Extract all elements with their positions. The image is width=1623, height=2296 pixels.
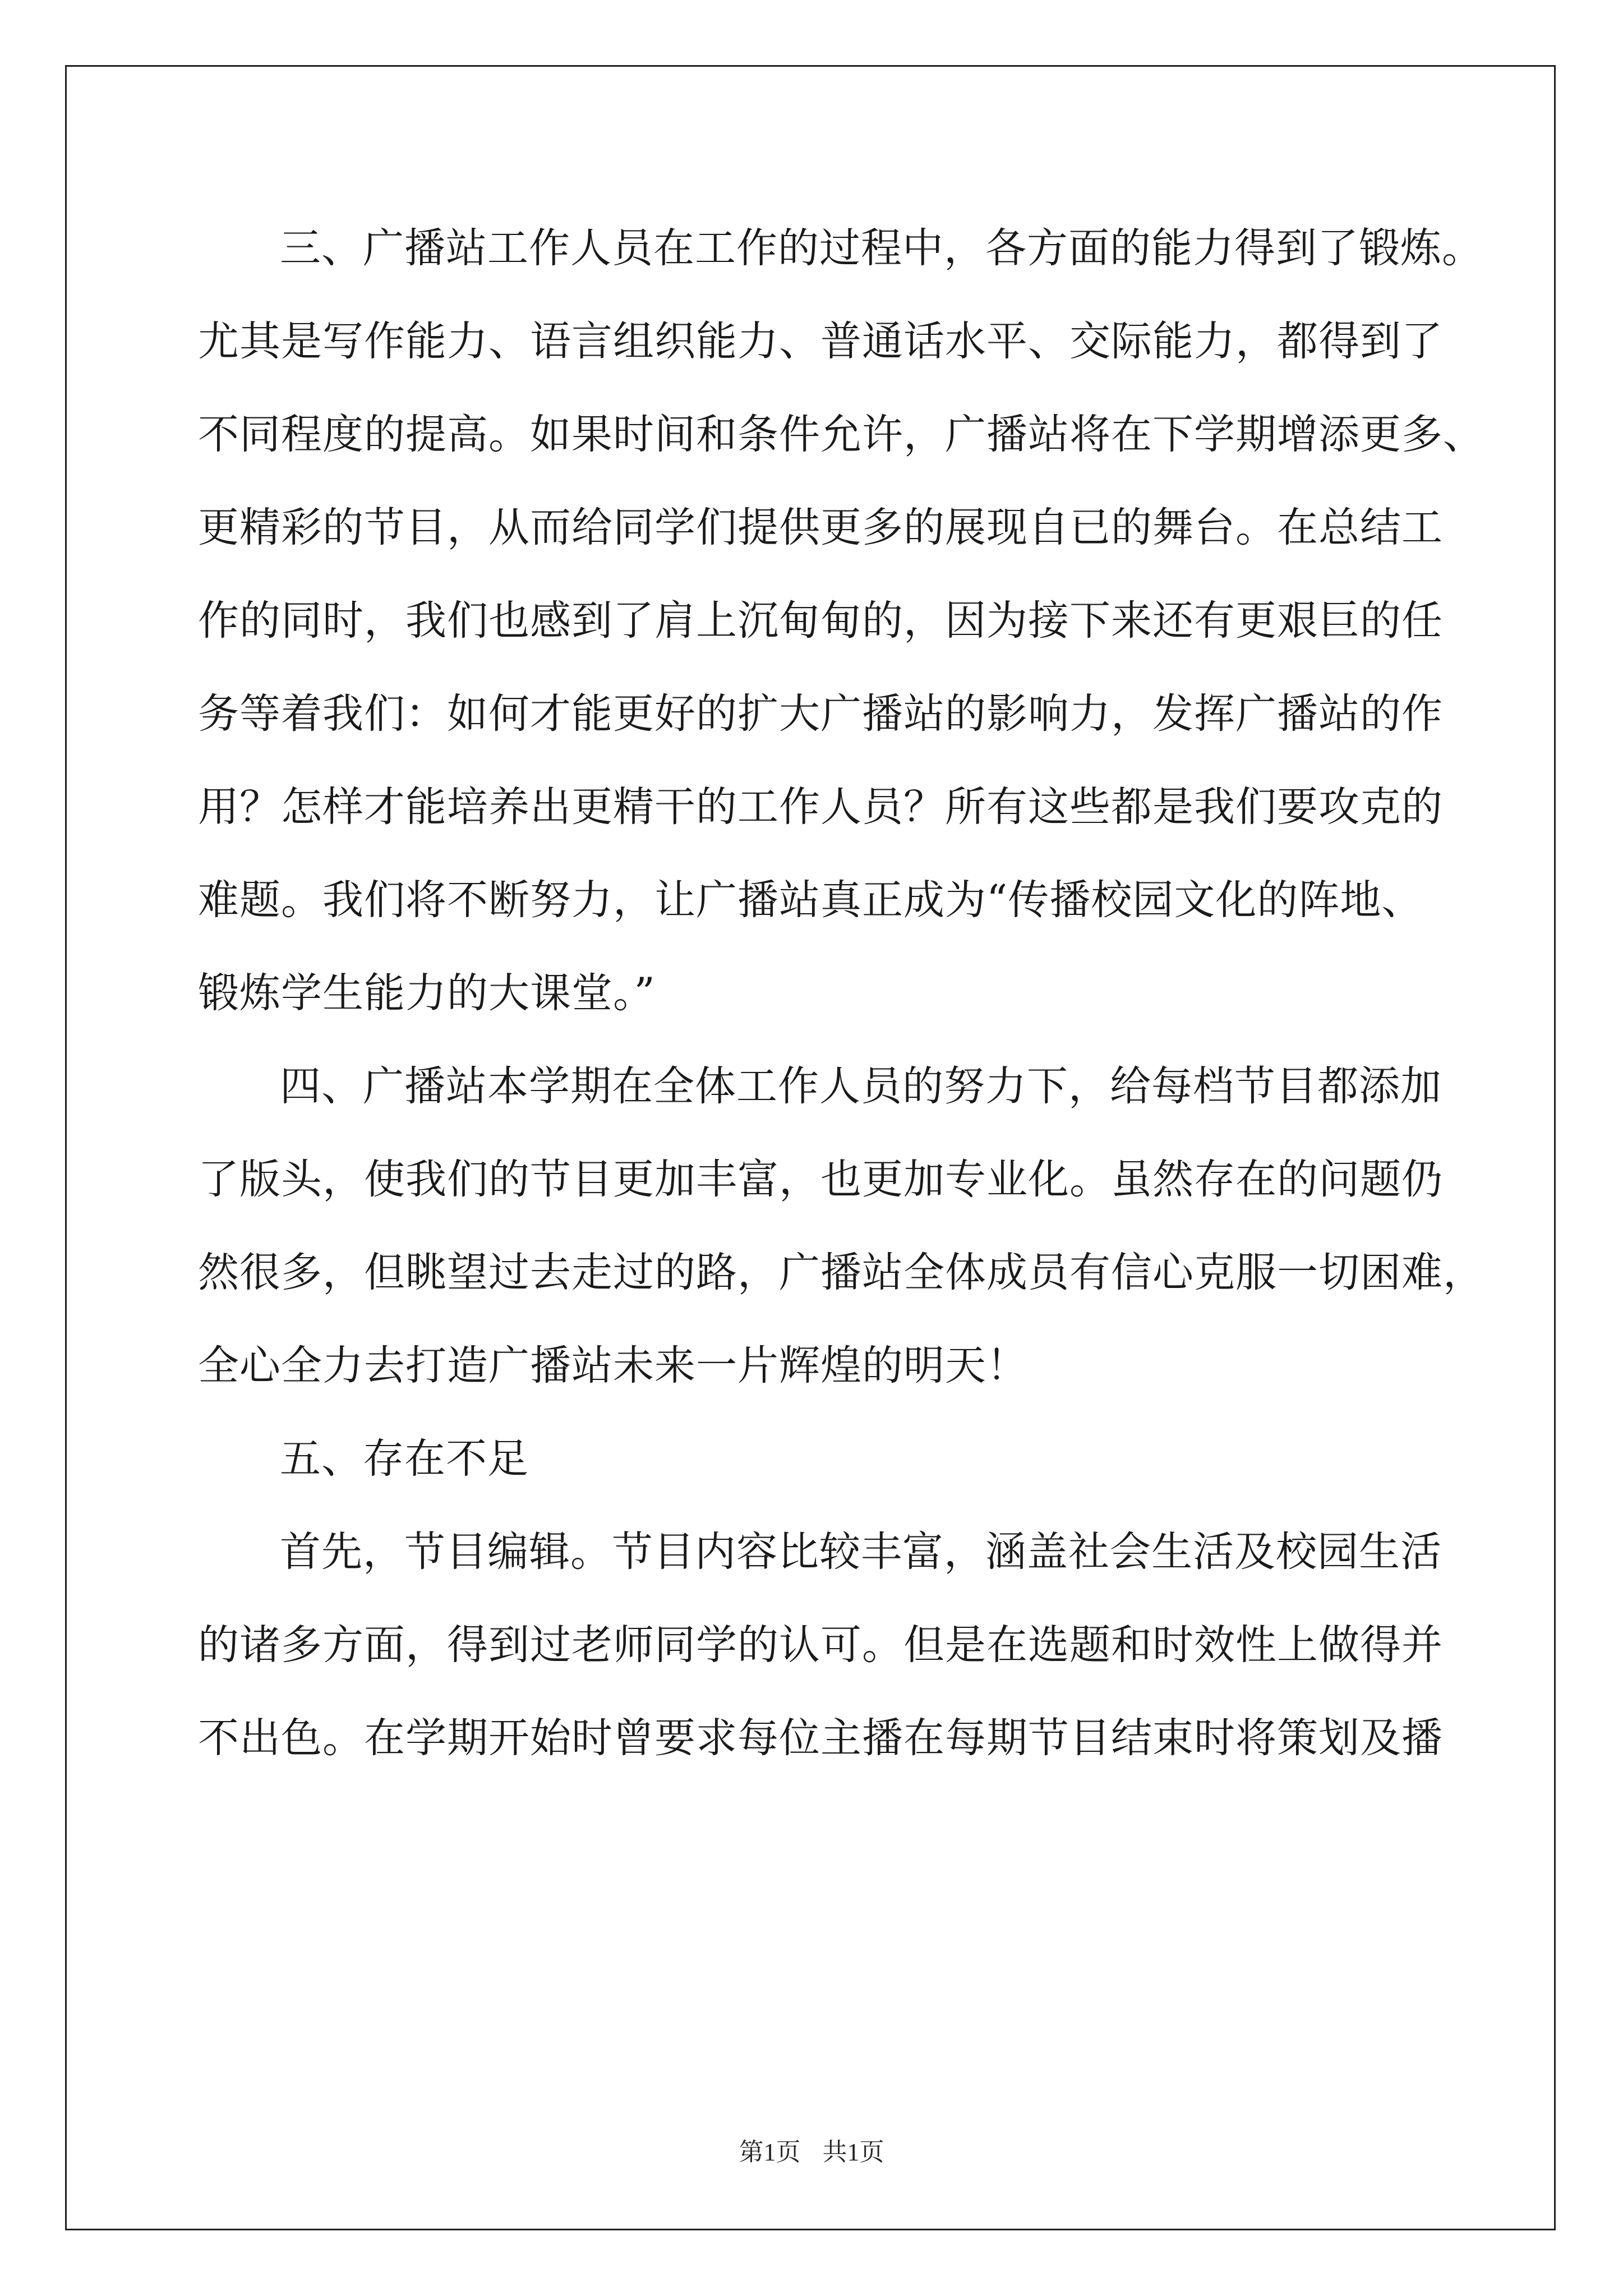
paragraph-5-line: 不出色。在学期开始时曾要求每位主播在每期节目结束时将策划及播 <box>198 1714 1443 1762</box>
paragraph-4-line: 四、广播站本学期在全体工作人员的努力下，给每档节目都添加 <box>280 1062 1442 1110</box>
paragraph-4-line: 然很多，但眺望过去走过的路，广播站全体成员有信心克服一切困难， <box>198 1249 1484 1296</box>
paragraph-3-line: 作的同时，我们也感到了肩上沉甸甸的，因为接下来还有更艰巨的任 <box>198 597 1443 645</box>
page-number: 第1页 <box>739 2138 801 2166</box>
paragraph-3-line: 尤其是写作能力、语言组织能力、普通话水平、交际能力，都得到了 <box>198 318 1443 365</box>
paragraph-3-line: 不同程度的提高。如果时间和条件允许，广播站将在下学期增添更多、 <box>198 411 1484 458</box>
page-total: 共1页 <box>822 2138 884 2166</box>
paragraph-4-line: 了版头，使我们的节目更加丰富，也更加专业化。虽然存在的问题仍 <box>198 1156 1443 1203</box>
paragraph-5-line: 的诸多方面，得到过老师同学的认可。但是在选题和时效性上做得并 <box>198 1621 1443 1669</box>
paragraph-5-line: 首先，节目编辑。节目内容比较丰富，涵盖社会生活及校园生活 <box>280 1528 1442 1576</box>
paragraph-3-line: 更精彩的节目，从而给同学们提供更多的展现自已的舞台。在总结工 <box>198 504 1443 551</box>
paragraph-3-line: 用？怎样才能培养出更精干的工作人员？所有这些都是我们要攻克的 <box>198 783 1443 831</box>
paragraph-4-line: 全心全力去打造广播站未来一片辉煌的明天！ <box>198 1342 1028 1389</box>
page-footer <box>0 2132 1623 2168</box>
paragraph-3-line: 三、广播站工作人员在工作的过程中，各方面的能力得到了锻炼。 <box>280 224 1483 272</box>
paragraph-3-line: 务等着我们：如何才能更好的扩大广播站的影响力，发挥广播站的作 <box>198 690 1443 738</box>
paragraph-3-line: 锻炼学生能力的大课堂。” <box>198 969 656 1017</box>
document-body <box>198 202 1484 1785</box>
paragraph-3-line: 难题。我们将不断努力，让广播站真正成为“传播校园文化的阵地、 <box>198 876 1423 924</box>
section-5-heading: 五、存在不足 <box>280 1435 529 1483</box>
